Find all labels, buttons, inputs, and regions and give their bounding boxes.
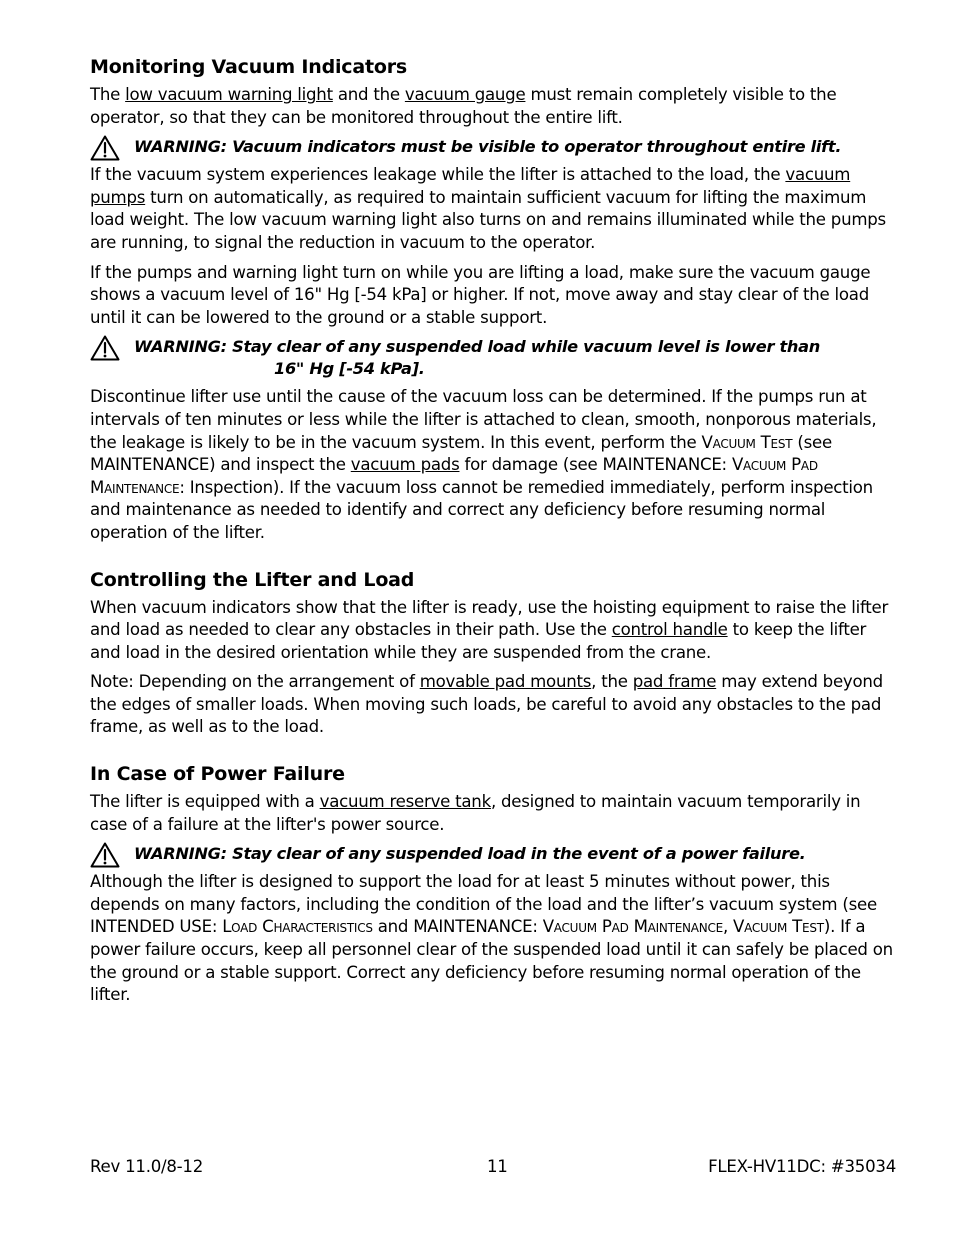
warning-triangle-icon (90, 335, 120, 361)
paragraph (90, 671, 896, 739)
warning-callout (90, 843, 896, 865)
term-link: vacuum pumps (90, 165, 851, 207)
revision-label: Rev 11.0/8-12 (90, 1157, 204, 1176)
text: to keep the lifter and load in the desired orientation while they are suspended from the crane. (90, 620, 867, 662)
section-heading: Monitoring Vacuum Indicators (90, 56, 407, 78)
text: The (90, 85, 126, 104)
text: ). If a power failure occurs, keep all personnel clear of the suspended load until it can safely be placed on the ground or a stable support. Correct any deficiency before resuming normal operation of the lifter. (90, 917, 893, 1005)
text: If the vacuum system experiences leakage while the lifter is attached to the load, the (90, 165, 786, 185)
text: for damage (see MAINTENANCE: (459, 455, 732, 475)
term-link: low vacuum warning light (125, 85, 333, 104)
warning-text: WARNING: Stay clear of any suspended load in the event of a power failure. (134, 844, 806, 864)
cross-reference: Vacuum Pad Maintenance (90, 455, 818, 497)
section-heading: Controlling the Lifter and Load (90, 568, 415, 591)
page-footer (90, 1157, 896, 1181)
cross-reference: Vacuum Pad Maintenance (542, 917, 723, 937)
text: Note: Depending on the arrangement of (90, 672, 420, 692)
paragraph (90, 84, 896, 129)
text: turn on automatically, as required to maintain sufficient vacuum for lifting the maximum load weight. The low vacuum warning light also turns on and remains illuminated while the pumps are running, to signal the reduction in vacuum to the operator. (90, 187, 886, 252)
section-heading: In Case of Power Failure (90, 763, 345, 786)
text: and the (332, 85, 405, 104)
paragraph (90, 871, 896, 1007)
text: : Inspection). If the vacuum loss cannot be remedied immediately, perform inspection and maintenance as needed to identify and correct any deficiency before resuming normal operation of the lifter. (90, 477, 873, 542)
paragraph (90, 386, 896, 544)
warning-triangle-icon (90, 842, 120, 868)
paragraph: If the pumps and warning light turn on while you are lifting a load, make sure the vacuum gauge shows a vacuum level of 16" Hg [-54 kPa] or higher. If not, move away and stay clear of the load until it can be lowered to the ground or a stable support. (90, 262, 871, 327)
document-page (90, 56, 896, 1014)
warning-callout (90, 336, 896, 380)
term-link: vacuum pads (350, 455, 460, 475)
text: , designed to maintain vacuum temporarily in case of a failure at the lifter's power source. (90, 792, 861, 834)
term-link: vacuum reserve tank (319, 792, 491, 812)
paragraph (90, 791, 896, 836)
term-link: pad frame (632, 672, 717, 692)
term-link: control handle (611, 620, 728, 640)
page-number: 11 (487, 1157, 508, 1176)
text: (see MAINTENANCE) and inspect the (90, 432, 832, 475)
text: , the (591, 672, 633, 692)
paragraph (90, 164, 896, 254)
warning-callout (90, 136, 896, 158)
text: When vacuum indicators show that the lifter is ready, use the hoisting equipment to raise the lifter and load as needed to clear any obstacles in their path. Use the (90, 597, 889, 640)
text: , (722, 917, 733, 937)
warning-text-continued: 16" Hg [-54 kPa]. (274, 359, 425, 379)
text: must remain completely visible to the operator, so that they can be monitored throughout the entire lift. (90, 85, 837, 127)
text: Although the lifter is designed to support the load for at least 5 minutes without power, this depends on many factors, including the condition of the load and the lifter’s vacuum system (see INTENDED USE: (90, 872, 877, 937)
model-number: FLEX-HV11DC: #35034 (708, 1157, 896, 1176)
text: Discontinue lifter use until the cause of the vacuum loss can be determined. If the pumps run at intervals of ten minutes or less while the lifter is attached to clean, smooth, nonporous materials, the leakage is likely to be in the vacuum system. In this event, perform the (90, 387, 877, 452)
warning-triangle-icon (90, 135, 120, 161)
cross-reference: Load Characteristics (222, 917, 373, 937)
term-link: vacuum gauge (404, 85, 526, 104)
warning-text: WARNING: Vacuum indicators must be visible to operator throughout entire lift. (134, 137, 842, 157)
text: and MAINTENANCE: (372, 917, 543, 937)
term-link: movable pad mounts (419, 672, 592, 692)
cross-reference: Vacuum Test (733, 917, 824, 937)
cross-reference: Vacuum Test (701, 432, 793, 452)
paragraph (90, 597, 896, 665)
text: The lifter is equipped with a (90, 792, 320, 812)
text: may extend beyond the edges of smaller loads. When moving such loads, be careful to avoid any obstacles to the pad frame, as well as to the load. (90, 672, 883, 737)
warning-text: WARNING: Stay clear of any suspended load while vacuum level is lower than (134, 337, 820, 357)
